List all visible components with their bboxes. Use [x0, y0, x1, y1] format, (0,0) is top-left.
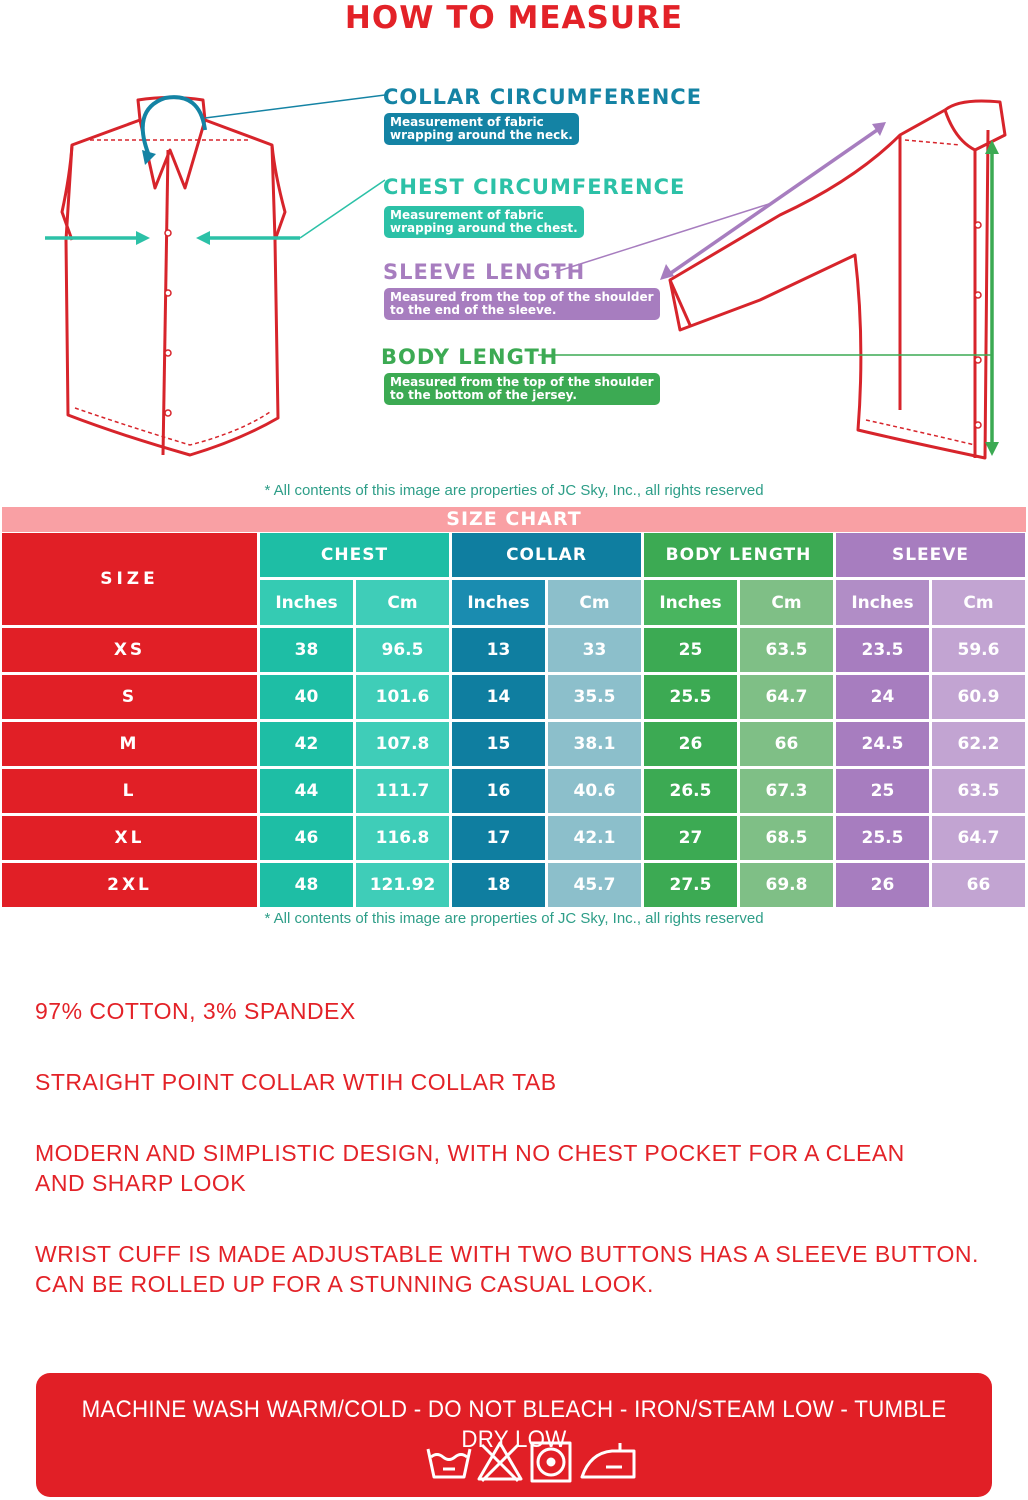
body-inches: 25.5 [644, 675, 737, 719]
body-cm: 69.8 [740, 863, 833, 907]
copyright-bottom: * All contents of this image are properties of JC Sky, Inc., all rights reserved [264, 910, 764, 927]
table-row [2, 816, 1025, 860]
no-bleach-icon [479, 1443, 521, 1481]
sleeve-cm: 59.6 [932, 628, 1025, 672]
chest-inches: 38 [260, 628, 353, 672]
body-inches: 27 [644, 816, 737, 860]
chest-desc [384, 206, 584, 238]
unit-inches: Inches [644, 580, 737, 625]
size-cell: XL [2, 816, 257, 860]
sleeve-inches: 25.5 [836, 816, 929, 860]
unit-inches: Inches [452, 580, 545, 625]
body-inches: 27.5 [644, 863, 737, 907]
chest-cm: 101.6 [356, 675, 449, 719]
body-cm: 68.5 [740, 816, 833, 860]
chest-cm: 96.5 [356, 628, 449, 672]
care-instructions-banner [36, 1373, 992, 1497]
body-inches: 26.5 [644, 769, 737, 813]
collar-cm: 45.7 [548, 863, 641, 907]
chest-cm: 111.7 [356, 769, 449, 813]
group-sleeve: SLEEVE [836, 533, 1025, 577]
feature-fabric: 97% COTTON, 3% SPANDEX [35, 998, 356, 1024]
chest-desc-line: wrapping around the chest. [390, 221, 578, 235]
feature-cuff-line: WRIST CUFF IS MADE ADJUSTABLE WITH TWO BUTTONS HAS A SLEEVE BUTTON. [35, 1241, 979, 1267]
collar-cm: 35.5 [548, 675, 641, 719]
collar-cm: 42.1 [548, 816, 641, 860]
table-row [2, 863, 1025, 907]
size-cell: S [2, 675, 257, 719]
unit-inches: Inches [836, 580, 929, 625]
size-cell: XS [2, 628, 257, 672]
body-desc-line: to the bottom of the jersey. [390, 388, 577, 402]
collar-inches: 18 [452, 863, 545, 907]
size-chart-table [0, 530, 1028, 910]
iron-icon [582, 1443, 634, 1477]
unit-cm: Cm [548, 580, 641, 625]
unit-cm: Cm [356, 580, 449, 625]
body-inches: 25 [644, 628, 737, 672]
chest-inches: 42 [260, 722, 353, 766]
chest-label: CHEST CIRCUMFERENCE [383, 175, 686, 199]
copyright-top: * All contents of this image are properties of JC Sky, Inc., all rights reserved [264, 482, 764, 499]
measure-diagram [0, 40, 1028, 480]
feature-cuff [35, 1239, 1015, 1299]
body-cm: 63.5 [740, 628, 833, 672]
table-row [2, 769, 1025, 813]
collar-desc-line: Measurement of fabric [390, 115, 544, 129]
body-cm: 64.7 [740, 675, 833, 719]
feature-design [35, 1138, 1015, 1198]
sleeve-label: SLEEVE LENGTH [383, 260, 586, 284]
unit-cm: Cm [932, 580, 1025, 625]
care-icons [426, 1439, 636, 1483]
sleeve-inches: 23.5 [836, 628, 929, 672]
sleeve-cm: 63.5 [932, 769, 1025, 813]
size-cell: M [2, 722, 257, 766]
collar-desc [384, 113, 579, 145]
chest-cm: 116.8 [356, 816, 449, 860]
size-cell: 2XL [2, 863, 257, 907]
group-collar: COLLAR [452, 533, 641, 577]
sleeve-inches: 24 [836, 675, 929, 719]
chest-cm: 107.8 [356, 722, 449, 766]
size-header: SIZE [2, 533, 257, 625]
size-cell: L [2, 769, 257, 813]
sleeve-inches: 25 [836, 769, 929, 813]
body-inches: 26 [644, 722, 737, 766]
group-chest: CHEST [260, 533, 449, 577]
collar-cm: 38.1 [548, 722, 641, 766]
collar-inches: 14 [452, 675, 545, 719]
sleeve-inches: 24.5 [836, 722, 929, 766]
chest-inches: 48 [260, 863, 353, 907]
body-desc-line: Measured from the top of the shoulder [390, 375, 654, 389]
collar-inches: 17 [452, 816, 545, 860]
collar-cm: 40.6 [548, 769, 641, 813]
collar-cm: 33 [548, 628, 641, 672]
unit-cm: Cm [740, 580, 833, 625]
chest-desc-line: Measurement of fabric [390, 208, 544, 222]
table-row [2, 675, 1025, 719]
feature-design-line: MODERN AND SIMPLISTIC DESIGN, WITH NO CHEST POCKET FOR A CLEAN [35, 1140, 905, 1166]
unit-inches: Inches [260, 580, 353, 625]
body-length-desc [384, 373, 660, 405]
body-cm: 67.3 [740, 769, 833, 813]
tumble-dry-icon [532, 1443, 570, 1481]
body-length-label: BODY LENGTH [381, 345, 559, 369]
table-row [2, 722, 1025, 766]
size-chart-title: SIZE CHART [2, 507, 1026, 532]
feature-collar: STRAIGHT POINT COLLAR WTIH COLLAR TAB [35, 1069, 557, 1095]
feature-cuff-line: CAN BE ROLLED UP FOR A STUNNING CASUAL LOOK. [35, 1271, 654, 1297]
chest-inches: 40 [260, 675, 353, 719]
collar-inches: 13 [452, 628, 545, 672]
sleeve-cm: 66 [932, 863, 1025, 907]
sleeve-inches: 26 [836, 863, 929, 907]
care-text: MACHINE WASH WARM/COLD - DO NOT BLEACH - IRON/STEAM LOW - TUMBLE DRY LOW [81, 1396, 947, 1453]
collar-inches: 16 [452, 769, 545, 813]
collar-label: COLLAR CIRCUMFERENCE [383, 85, 703, 109]
feature-design-line: AND SHARP LOOK [35, 1170, 247, 1196]
collar-desc-line: wrapping around the neck. [390, 128, 573, 142]
table-row [2, 628, 1025, 672]
sleeve-cm: 60.9 [932, 675, 1025, 719]
sleeve-cm: 62.2 [932, 722, 1025, 766]
collar-inches: 15 [452, 722, 545, 766]
chest-inches: 46 [260, 816, 353, 860]
body-cm: 66 [740, 722, 833, 766]
group-body-length: BODY LENGTH [644, 533, 833, 577]
chest-inches: 44 [260, 769, 353, 813]
sleeve-desc-line: to the end of the sleeve. [390, 303, 557, 317]
sleeve-desc [384, 288, 660, 320]
chest-cm: 121.92 [356, 863, 449, 907]
wash-icon [428, 1449, 470, 1477]
page-title: HOW TO MEASURE [344, 0, 684, 36]
sleeve-desc-line: Measured from the top of the shoulder [390, 290, 654, 304]
sleeve-cm: 64.7 [932, 816, 1025, 860]
